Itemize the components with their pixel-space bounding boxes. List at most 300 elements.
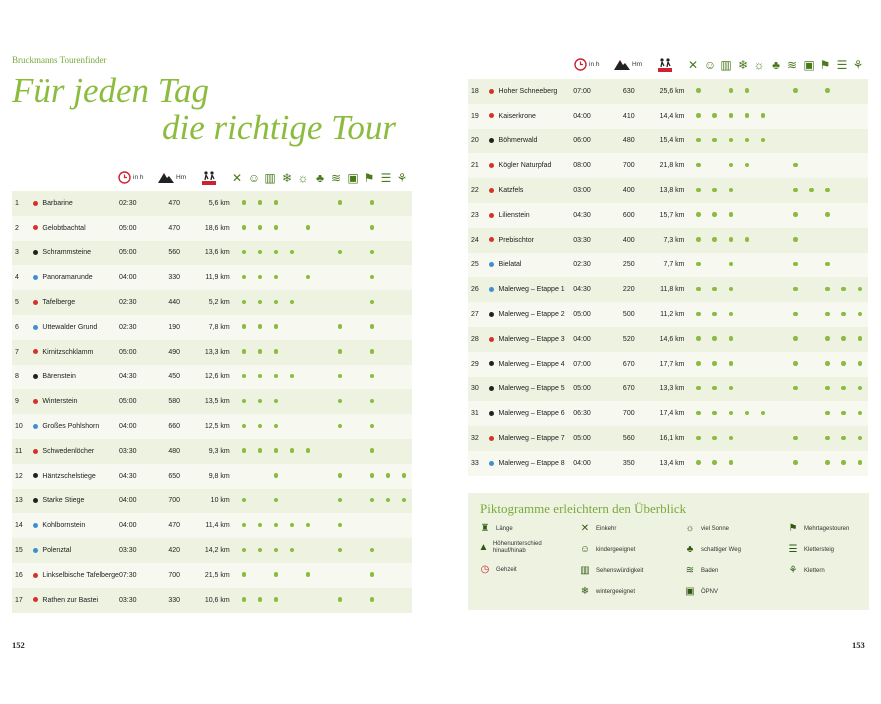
tour-row: [468, 203, 868, 228]
tour-time: 03:30: [119, 439, 158, 464]
category-cell-schattiger-weg: [771, 451, 787, 476]
tour-region-marker: [29, 464, 43, 489]
category-cell-mehrtagestouren: [819, 178, 835, 203]
category-cell-baden: [787, 352, 803, 377]
legend-item-gehzeit: ◷ Gehzeit: [478, 565, 517, 575]
category-cell-viel-sonne: [755, 377, 771, 402]
tour-elevation: 700: [613, 153, 645, 178]
tour-name: Schwedenlöcher: [42, 439, 119, 464]
category-mark: [242, 250, 247, 255]
hiker-distance-icon: [202, 171, 216, 185]
category-cell-mehrtagestouren: [819, 377, 835, 402]
tour-name: Malerweg – Etappe 7: [499, 426, 574, 451]
tour-name: Winterstein: [42, 389, 119, 414]
category-cell-kindergeeignet: [252, 464, 268, 489]
category-cell-wintergeeignet: [284, 191, 300, 216]
category-mark: [729, 336, 734, 341]
category-cell-viel-sonne: [300, 588, 316, 613]
legend-item-hoehe: ▲ Höhenunterschied hinauf/hinab: [478, 541, 542, 554]
category-cell-oepnv: [803, 253, 819, 278]
category-cell-einkehr: [236, 563, 252, 588]
category-cell-klettersteig: [836, 451, 852, 476]
tour-elevation: 670: [613, 352, 645, 377]
tour-elevation: 630: [613, 79, 645, 104]
tour-time: 02:30: [573, 253, 612, 278]
tour-name: Tafelberge: [42, 290, 119, 315]
category-cell-oepnv: [803, 129, 819, 154]
clock-icon: [118, 171, 143, 184]
category-cell-sehenswuerdigkeit: [723, 451, 739, 476]
category-mark: [858, 460, 863, 465]
category-cell-klettern: [852, 277, 868, 302]
category-cell-klettersteig: [836, 129, 852, 154]
category-cell-klettersteig: [836, 253, 852, 278]
category-cell-schattiger-weg: [771, 352, 787, 377]
category-mark: [712, 138, 717, 143]
category-mark: [729, 163, 734, 168]
category-cell-klettersteig: [380, 315, 396, 340]
category-mark: [242, 275, 247, 280]
tour-row: [468, 253, 868, 278]
category-mark: [729, 188, 734, 193]
category-cell-viel-sonne: [300, 439, 316, 464]
category-mark: [338, 399, 343, 404]
category-mark: [290, 300, 295, 305]
mountain-icon: [614, 58, 642, 70]
category-cell-kindergeeignet: [252, 389, 268, 414]
tour-elevation: 700: [613, 401, 645, 426]
tour-distance: 16,1 km: [645, 426, 691, 451]
tour-region-marker: [29, 365, 43, 390]
category-cell-klettern: [852, 203, 868, 228]
clock-icon: ◷: [480, 564, 490, 575]
category-cell-sehenswuerdigkeit: [723, 277, 739, 302]
category-cell-kindergeeignet: [707, 228, 723, 253]
category-cell-klettersteig: [836, 352, 852, 377]
category-cell-kindergeeignet: [707, 129, 723, 154]
einkehr-icon: ✕: [580, 523, 590, 534]
category-mark: [761, 411, 766, 416]
category-mark: [696, 88, 701, 93]
category-cell-mehrtagestouren: [819, 129, 835, 154]
category-cell-klettersteig: [380, 191, 396, 216]
region-color-dot: [33, 498, 38, 503]
category-cell-kindergeeignet: [707, 451, 723, 476]
category-cell-mehrtagestouren: [364, 365, 380, 390]
region-color-dot: [489, 163, 494, 168]
category-mark: [858, 312, 863, 317]
category-cell-mehrtagestouren: [364, 489, 380, 514]
category-mark: [258, 250, 263, 255]
region-color-dot: [33, 573, 38, 578]
category-cell-viel-sonne: [300, 290, 316, 315]
baden-icon: ≋: [330, 171, 342, 185]
category-cell-einkehr: [691, 253, 707, 278]
tour-number: 4: [12, 265, 29, 290]
schattiger-weg-icon: ♣: [686, 544, 694, 555]
category-cell-einkehr: [236, 290, 252, 315]
category-cell-wintergeeignet: [739, 426, 755, 451]
category-cell-sehenswuerdigkeit: [723, 302, 739, 327]
category-cell-einkehr: [691, 401, 707, 426]
tour-row: [468, 302, 868, 327]
category-cell-sehenswuerdigkeit: [268, 340, 284, 365]
category-cell-viel-sonne: [755, 401, 771, 426]
category-cell-mehrtagestouren: [364, 216, 380, 241]
category-cell-kindergeeignet: [252, 414, 268, 439]
category-mark: [306, 275, 311, 280]
category-cell-wintergeeignet: [284, 489, 300, 514]
category-mark: [841, 336, 846, 341]
category-cell-viel-sonne: [300, 191, 316, 216]
category-cell-oepnv: [348, 340, 364, 365]
category-cell-viel-sonne: [300, 365, 316, 390]
category-cell-klettersteig: [380, 489, 396, 514]
category-cell-baden: [332, 414, 348, 439]
category-cell-klettersteig: [836, 377, 852, 402]
category-mark: [370, 300, 375, 305]
tour-distance: 7,8 km: [190, 315, 235, 340]
category-mark: [258, 597, 263, 602]
tour-region-marker: [485, 203, 499, 228]
category-cell-klettern: [852, 426, 868, 451]
category-mark: [793, 436, 798, 441]
tour-name: Uttewalder Grund: [42, 315, 119, 340]
tour-region-marker: [29, 389, 43, 414]
category-mark: [825, 386, 830, 391]
category-cell-sehenswuerdigkeit: [268, 538, 284, 563]
category-cell-wintergeeignet: [284, 290, 300, 315]
category-mark: [761, 138, 766, 143]
category-mark: [696, 262, 701, 267]
region-color-dot: [33, 523, 38, 528]
tour-elevation: 560: [158, 241, 190, 266]
klettersteig-icon: ☰: [788, 544, 798, 555]
tour-distance: 21,5 km: [190, 563, 235, 588]
category-cell-klettern: [852, 377, 868, 402]
tour-distance: 11,4 km: [190, 513, 235, 538]
height-unit-label: Hm: [176, 173, 187, 181]
category-cell-sehenswuerdigkeit: [723, 352, 739, 377]
tour-region-marker: [485, 401, 499, 426]
category-mark: [761, 113, 766, 118]
region-color-dot: [489, 312, 494, 317]
category-mark: [825, 361, 830, 366]
category-mark: [386, 498, 391, 503]
tour-time: 04:30: [573, 277, 612, 302]
tour-number: 24: [468, 228, 485, 253]
tour-row: [468, 377, 868, 402]
kindergeeignet-icon: ☺: [579, 544, 591, 555]
page-title-line1: Für jeden Tag: [12, 71, 210, 110]
category-cell-kindergeeignet: [252, 216, 268, 241]
category-cell-mehrtagestouren: [364, 389, 380, 414]
category-mark: [258, 424, 263, 429]
tour-region-marker: [29, 216, 43, 241]
category-cell-wintergeeignet: [739, 79, 755, 104]
tour-time: 05:00: [573, 426, 612, 451]
tour-number: 3: [12, 241, 29, 266]
category-cell-mehrtagestouren: [819, 302, 835, 327]
category-cell-klettern: [396, 563, 412, 588]
tour-elevation: 330: [158, 265, 190, 290]
height-unit-label: Hm: [632, 60, 643, 68]
klettern-icon: ⚘: [396, 171, 408, 185]
sehenswuerdigkeit-icon: ▥: [580, 565, 590, 576]
category-cell-klettersteig: [380, 563, 396, 588]
region-color-dot: [33, 374, 38, 379]
category-cell-klettern: [852, 327, 868, 352]
tour-region-marker: [485, 228, 499, 253]
tour-number: 11: [12, 439, 29, 464]
category-cell-sehenswuerdigkeit: [268, 439, 284, 464]
category-cell-schattiger-weg: [316, 315, 332, 340]
category-mark: [729, 460, 734, 465]
category-cell-baden: [332, 191, 348, 216]
tour-elevation: 190: [158, 315, 190, 340]
category-cell-mehrtagestouren: [364, 563, 380, 588]
tour-elevation: 220: [613, 277, 645, 302]
legend-item-sonne: ☼ viel Sonne: [683, 524, 729, 534]
tour-distance: 15,4 km: [645, 129, 691, 154]
tour-number: 9: [12, 389, 29, 414]
klettersteig-icon: ☰: [836, 58, 848, 72]
tour-time: 07:30: [119, 563, 158, 588]
category-mark: [793, 188, 798, 193]
category-cell-sehenswuerdigkeit: [268, 191, 284, 216]
category-mark: [370, 250, 375, 255]
category-cell-wintergeeignet: [739, 302, 755, 327]
tour-distance: 11,2 km: [645, 302, 691, 327]
tour-region-marker: [485, 451, 499, 476]
right-column-header: [468, 58, 868, 76]
kindergeeignet-icon: ☺: [247, 171, 261, 185]
tour-region-marker: [485, 277, 499, 302]
category-cell-kindergeeignet: [707, 178, 723, 203]
category-cell-oepnv: [803, 352, 819, 377]
category-mark: [370, 597, 375, 602]
category-cell-kindergeeignet: [252, 365, 268, 390]
category-mark: [712, 188, 717, 193]
category-mark: [825, 287, 830, 292]
category-cell-viel-sonne: [755, 253, 771, 278]
category-mark: [386, 473, 391, 478]
category-cell-mehrtagestouren: [364, 265, 380, 290]
tour-distance: 11,9 km: [190, 265, 235, 290]
category-mark: [841, 460, 846, 465]
category-mark: [841, 386, 846, 391]
tour-row: [12, 191, 412, 216]
category-mark: [745, 138, 750, 143]
category-cell-sehenswuerdigkeit: [723, 253, 739, 278]
category-mark: [729, 237, 734, 242]
category-cell-viel-sonne: [300, 241, 316, 266]
category-cell-baden: [787, 178, 803, 203]
category-mark: [729, 312, 734, 317]
category-cell-baden: [332, 538, 348, 563]
category-cell-mehrtagestouren: [364, 290, 380, 315]
category-cell-oepnv: [348, 563, 364, 588]
tour-distance: 7,3 km: [645, 228, 691, 253]
category-mark: [793, 237, 798, 242]
tour-number: 27: [468, 302, 485, 327]
category-cell-schattiger-weg: [316, 241, 332, 266]
tour-region-marker: [29, 538, 43, 563]
schattiger-weg-icon: ♣: [316, 171, 324, 185]
category-mark: [729, 436, 734, 441]
tour-elevation: 560: [613, 426, 645, 451]
right-tour-table: [468, 79, 868, 476]
region-color-dot: [489, 89, 494, 94]
category-cell-einkehr: [691, 352, 707, 377]
tour-name: Barbarine: [42, 191, 119, 216]
category-cell-klettersteig: [380, 265, 396, 290]
category-mark: [402, 473, 407, 478]
category-cell-klettersteig: [836, 153, 852, 178]
category-cell-baden: [787, 277, 803, 302]
category-mark: [370, 548, 375, 553]
category-mark: [258, 225, 263, 230]
tour-row: [468, 352, 868, 377]
mountain-icon: [158, 171, 186, 183]
category-cell-schattiger-weg: [771, 153, 787, 178]
tour-name: Katzfels: [499, 178, 574, 203]
tour-distance: 9,8 km: [190, 464, 235, 489]
tour-distance: 12,5 km: [190, 414, 235, 439]
region-color-dot: [489, 213, 494, 218]
category-mark: [793, 262, 798, 267]
category-cell-klettersteig: [380, 340, 396, 365]
category-cell-kindergeeignet: [707, 203, 723, 228]
tour-region-marker: [485, 104, 499, 129]
category-cell-schattiger-weg: [316, 513, 332, 538]
tour-distance: 17,7 km: [645, 352, 691, 377]
category-cell-klettersteig: [836, 327, 852, 352]
tour-region-marker: [485, 352, 499, 377]
category-cell-baden: [787, 377, 803, 402]
category-cell-schattiger-weg: [771, 178, 787, 203]
tour-row: [12, 464, 412, 489]
category-cell-oepnv: [348, 414, 364, 439]
category-cell-baden: [787, 104, 803, 129]
page-title-line2: die richtige Tour: [162, 108, 396, 147]
category-cell-baden: [332, 489, 348, 514]
category-mark: [242, 424, 247, 429]
category-cell-schattiger-weg: [316, 340, 332, 365]
tour-region-marker: [485, 79, 499, 104]
schattiger-weg-icon: ♣: [772, 58, 780, 72]
tour-row: [12, 216, 412, 241]
category-mark: [274, 275, 279, 280]
category-cell-wintergeeignet: [284, 315, 300, 340]
category-mark: [858, 436, 863, 441]
category-mark: [745, 163, 750, 168]
category-mark: [712, 361, 717, 366]
category-cell-baden: [332, 365, 348, 390]
tour-distance: 9,3 km: [190, 439, 235, 464]
category-cell-einkehr: [691, 426, 707, 451]
category-mark: [712, 386, 717, 391]
category-cell-viel-sonne: [300, 265, 316, 290]
category-cell-klettersteig: [380, 216, 396, 241]
tour-time: 02:30: [119, 191, 158, 216]
category-cell-oepnv: [348, 489, 364, 514]
category-mark: [338, 324, 343, 329]
tour-name: Prebischtor: [499, 228, 574, 253]
category-mark: [825, 188, 830, 193]
category-mark: [696, 212, 701, 217]
category-cell-schattiger-weg: [771, 104, 787, 129]
category-cell-sehenswuerdigkeit: [268, 414, 284, 439]
category-cell-einkehr: [236, 241, 252, 266]
category-cell-klettern: [396, 439, 412, 464]
category-mark: [712, 237, 717, 242]
category-mark: [306, 572, 311, 577]
region-color-dot: [33, 225, 38, 230]
tour-elevation: 400: [613, 228, 645, 253]
tour-row: [12, 439, 412, 464]
tour-time: 05:00: [119, 216, 158, 241]
legend-item-winter: ❄ wintergeeignet: [578, 587, 635, 597]
category-cell-schattiger-weg: [316, 489, 332, 514]
category-cell-kindergeeignet: [252, 191, 268, 216]
category-mark: [825, 212, 830, 217]
category-mark: [274, 374, 279, 379]
tour-time: 06:00: [573, 129, 612, 154]
kindergeeignet-icon: ☺: [703, 58, 717, 72]
tour-number: 28: [468, 327, 485, 352]
category-cell-klettersteig: [836, 401, 852, 426]
tour-row: [468, 104, 868, 129]
category-cell-schattiger-weg: [316, 563, 332, 588]
category-cell-klettern: [396, 340, 412, 365]
category-cell-klettern: [396, 588, 412, 613]
category-cell-baden: [332, 241, 348, 266]
category-cell-wintergeeignet: [739, 327, 755, 352]
tour-elevation: 410: [613, 104, 645, 129]
category-cell-klettern: [852, 153, 868, 178]
category-cell-oepnv: [803, 153, 819, 178]
category-cell-baden: [332, 439, 348, 464]
left-tour-table: [12, 191, 412, 613]
tour-name: Kirnitzschklamm: [42, 340, 119, 365]
category-cell-oepnv: [803, 178, 819, 203]
legend-title: Piktogramme erleichtern den Überblick: [480, 501, 687, 516]
category-cell-mehrtagestouren: [364, 513, 380, 538]
sehenswuerdigkeit-icon: ▥: [720, 58, 732, 72]
category-cell-mehrtagestouren: [819, 104, 835, 129]
tour-distance: 13,3 km: [190, 340, 235, 365]
category-cell-oepnv: [803, 451, 819, 476]
category-mark: [242, 399, 247, 404]
tour-elevation: 400: [613, 178, 645, 203]
category-mark: [793, 336, 798, 341]
category-cell-einkehr: [691, 302, 707, 327]
legend-item-sehens: ▥ Sehenswürdigkeit: [578, 566, 643, 576]
category-cell-klettern: [852, 79, 868, 104]
category-mark: [745, 88, 750, 93]
category-cell-viel-sonne: [300, 538, 316, 563]
tour-time: 04:30: [119, 464, 158, 489]
category-cell-kindergeeignet: [707, 79, 723, 104]
category-cell-wintergeeignet: [739, 129, 755, 154]
category-mark: [258, 448, 263, 453]
category-mark: [370, 498, 375, 503]
region-color-dot: [489, 411, 494, 416]
category-mark: [370, 572, 375, 577]
tour-elevation: 440: [158, 290, 190, 315]
category-cell-schattiger-weg: [771, 79, 787, 104]
